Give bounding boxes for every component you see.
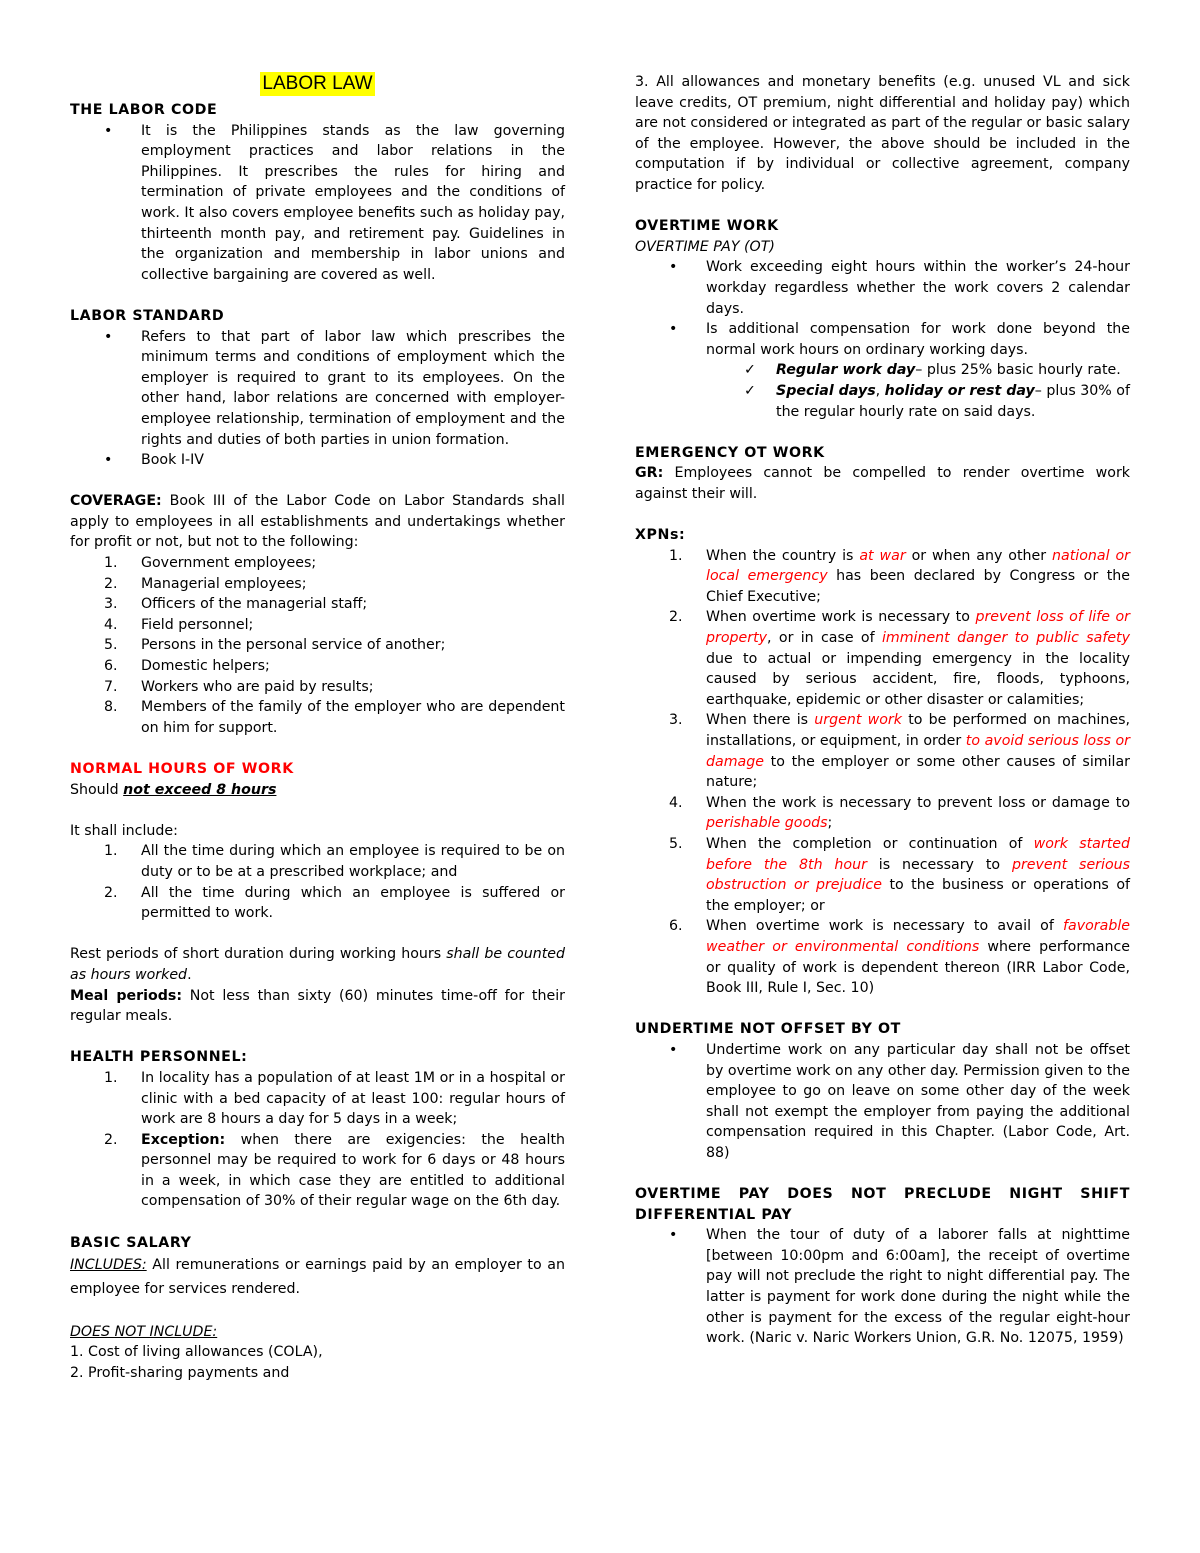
hours-limit: Should not exceed 8 hours: [70, 781, 277, 798]
list-item: 1. When the country is at war or when any other national or local emergency has been declared by Congress or the Chief Executive;: [669, 547, 1130, 605]
list-item: 1. All the time during which an employee is required to be on duty or to be at a prescribed workplace; and: [104, 843, 565, 880]
section-heading: UNDERTIME NOT OFFSET BY OT: [635, 1021, 901, 1038]
list-item: 1. In locality has a population of at least 1M or in a hospital or clinic with a bed capacity of at least 100: regular hours of work are 8 hours a day for 5 days in a week;: [104, 1069, 565, 1128]
bullet-icon: •: [104, 328, 113, 345]
section-heading: EMERGENCY OT WORK: [635, 444, 825, 461]
exclusion-line: 2. Profit-sharing payments and: [70, 1365, 290, 1382]
bullet-icon: •: [104, 122, 113, 139]
list-item: ✓ Special days, holiday or rest day– plus 30% of the regular hourly rate on said days.: [744, 382, 1130, 420]
list-item: 3. Officers of the managerial staff;: [104, 596, 368, 613]
list-item: 4. When the work is necessary to prevent loss or damage to perishable goods;: [669, 794, 1130, 832]
rest-periods: Rest periods of short duration during working hours shall be counted as hours worked.: [70, 946, 565, 983]
list-item: • Book I-IV: [70, 450, 565, 471]
list-item: 6. Domestic helpers;: [104, 658, 270, 675]
list-item: • Refers to that part of labor law which prescribes the minimum terms and conditions of employment which the employer is required to grant to its employees. On the other hand, labor relations are concerned with employer-employee relationship, termination of employment and the rights and duties of both parties in union formation.: [104, 328, 565, 448]
checkmark-icon: ✓: [744, 362, 756, 379]
list-item: 7. Workers who are paid by results;: [104, 678, 374, 695]
includes-paragraph: INCLUDES: All remunerations or earnings paid by an employer to an employee for services rendered.: [70, 1257, 565, 1298]
list-item: 2. Managerial employees;: [104, 575, 307, 592]
meal-periods: Meal periods: Not less than sixty (60) minutes time-off for their regular meals.: [70, 987, 565, 1025]
list-item: 5. When the completion or continuation of work started before the 8th hour is necessary to prevent serious obstruction or prejudice to the business or operations of the employer; or: [669, 835, 1131, 914]
section-heading: XPNs:: [635, 527, 686, 544]
checkmark-icon: ✓: [744, 382, 756, 399]
list-item: 6. When overtime work is necessary to avail of favorable weather or environmental conditions where performance or quality of work is dependent thereon (IRR Labor Code, Book III, Rule I, Sec. 10): [669, 918, 1130, 997]
list-item: 2. When overtime work is necessary to prevent loss of life or property, or in case of imminent danger to public safety due to actual or impending emergency in the locality caused by serious accident, fire, floods, typhoons, earthquake, epidemic or other disaster or calamities;: [669, 609, 1131, 708]
list-item: 5. Persons in the personal service of another;: [104, 637, 446, 654]
list-item: 3. When there is urgent work to be performed on machines, installations, or equipment, in order to avoid serious loss or damage to the employer or some other causes of similar nature;: [669, 712, 1130, 791]
section-heading: HEALTH PERSONNEL:: [70, 1049, 248, 1066]
list-item: 2. Exception: when there are exigencies: the health personnel may be required to work for 6 days or 48 hours in a week, in which case they are entitled to additional compensation of 30% of their regular wage on the 6th day.: [104, 1131, 565, 1210]
list-item: • Work exceeding eight hours within the worker’s 24-hour workday regardless whether the work covers 2 calendar days.: [669, 259, 1130, 317]
subheading: OVERTIME PAY (OT): [635, 238, 775, 255]
list-item: • It is the Philippines stands as the law governing employment practices and labor relations in the Philippines. It prescribes the rules for hiring and termination of private employees and the conditions of work. It also covers employee benefits such as holiday pay, thirteenth month pay, and retirement pay. Guidelines in the organization and membership in labor unions and collective bargaining are covered as well.: [104, 122, 565, 283]
include-intro: It shall include:: [70, 822, 178, 839]
list-item: ✓ Regular work day– plus 25% basic hourly rate.: [635, 360, 1130, 381]
bullet-icon: •: [669, 1041, 678, 1058]
right-column: [635, 72, 1130, 1349]
gr-paragraph: GR: Employees cannot be compelled to render overtime work against their will.: [635, 465, 1130, 502]
left-column: [70, 72, 565, 1384]
list-item: 2. All the time during which an employee is suffered or permitted to work.: [104, 884, 565, 922]
section-heading: OVERTIME WORK: [635, 218, 779, 235]
section-heading: LABOR STANDARD: [70, 307, 225, 324]
section-heading: THE LABOR CODE: [70, 102, 218, 118]
exclusion-line: 1. Cost of living allowances (COLA),: [70, 1344, 323, 1361]
bullet-icon: •: [104, 452, 113, 469]
section-heading: BASIC SALARY: [70, 1234, 192, 1251]
list-item: 4. Field personnel;: [104, 616, 254, 633]
bullet-icon: •: [669, 259, 678, 276]
list-item: 8. Members of the family of the employer who are dependent on him for support.: [104, 699, 565, 736]
list-item: • Is additional compensation for work done beyond the normal work hours on ordinary working days.: [669, 321, 1130, 358]
document-title: LABOR LAW: [262, 73, 373, 94]
list-item: • Undertime work on any particular day shall not be offset by overtime work on any other day. Permission given to the employee to go on leave on some other day of the week shall not exempt the employer from paying the additional compensation required in this Chapter. (Labor Code, Art. 88): [669, 1041, 1130, 1161]
list-item: • When the tour of duty of a laborer falls at nighttime [between 10:00pm and 6:00am], the receipt of overtime pay will not preclude the right to night differential pay. The latter is payment for work done during the night while the other is payment for the excess of the regular eight-hour work. (Naric v. Naric Workers Union, G.R. No. 12075, 1959): [669, 1227, 1130, 1347]
bullet-icon: •: [669, 1227, 678, 1244]
coverage-paragraph: COVERAGE: Book III of the Labor Code on Labor Standards shall apply to employees in all establishments and undertakings whether for profit or not, but not to the following:: [70, 493, 565, 551]
section-heading: OVERTIME PAY DOES NOT PRECLUDE NIGHT SHIFT DIFFERENTIAL PAY: [635, 1186, 1130, 1223]
allowances-paragraph: 3. All allowances and monetary benefits (e.g. unused VL and sick leave credits, OT premium, night differential and holiday pay) which are not considered or integrated as part of the regular or basic salary of the employee. However, the above should be included in the computation if by individual or collective agreement, company practice for policy.: [635, 74, 1130, 193]
list-item: 1. Government employees;: [104, 555, 317, 572]
not-include-label: DOES NOT INCLUDE:: [70, 1323, 218, 1340]
bullet-icon: •: [669, 321, 678, 338]
section-heading: NORMAL HOURS OF WORK: [70, 761, 294, 777]
